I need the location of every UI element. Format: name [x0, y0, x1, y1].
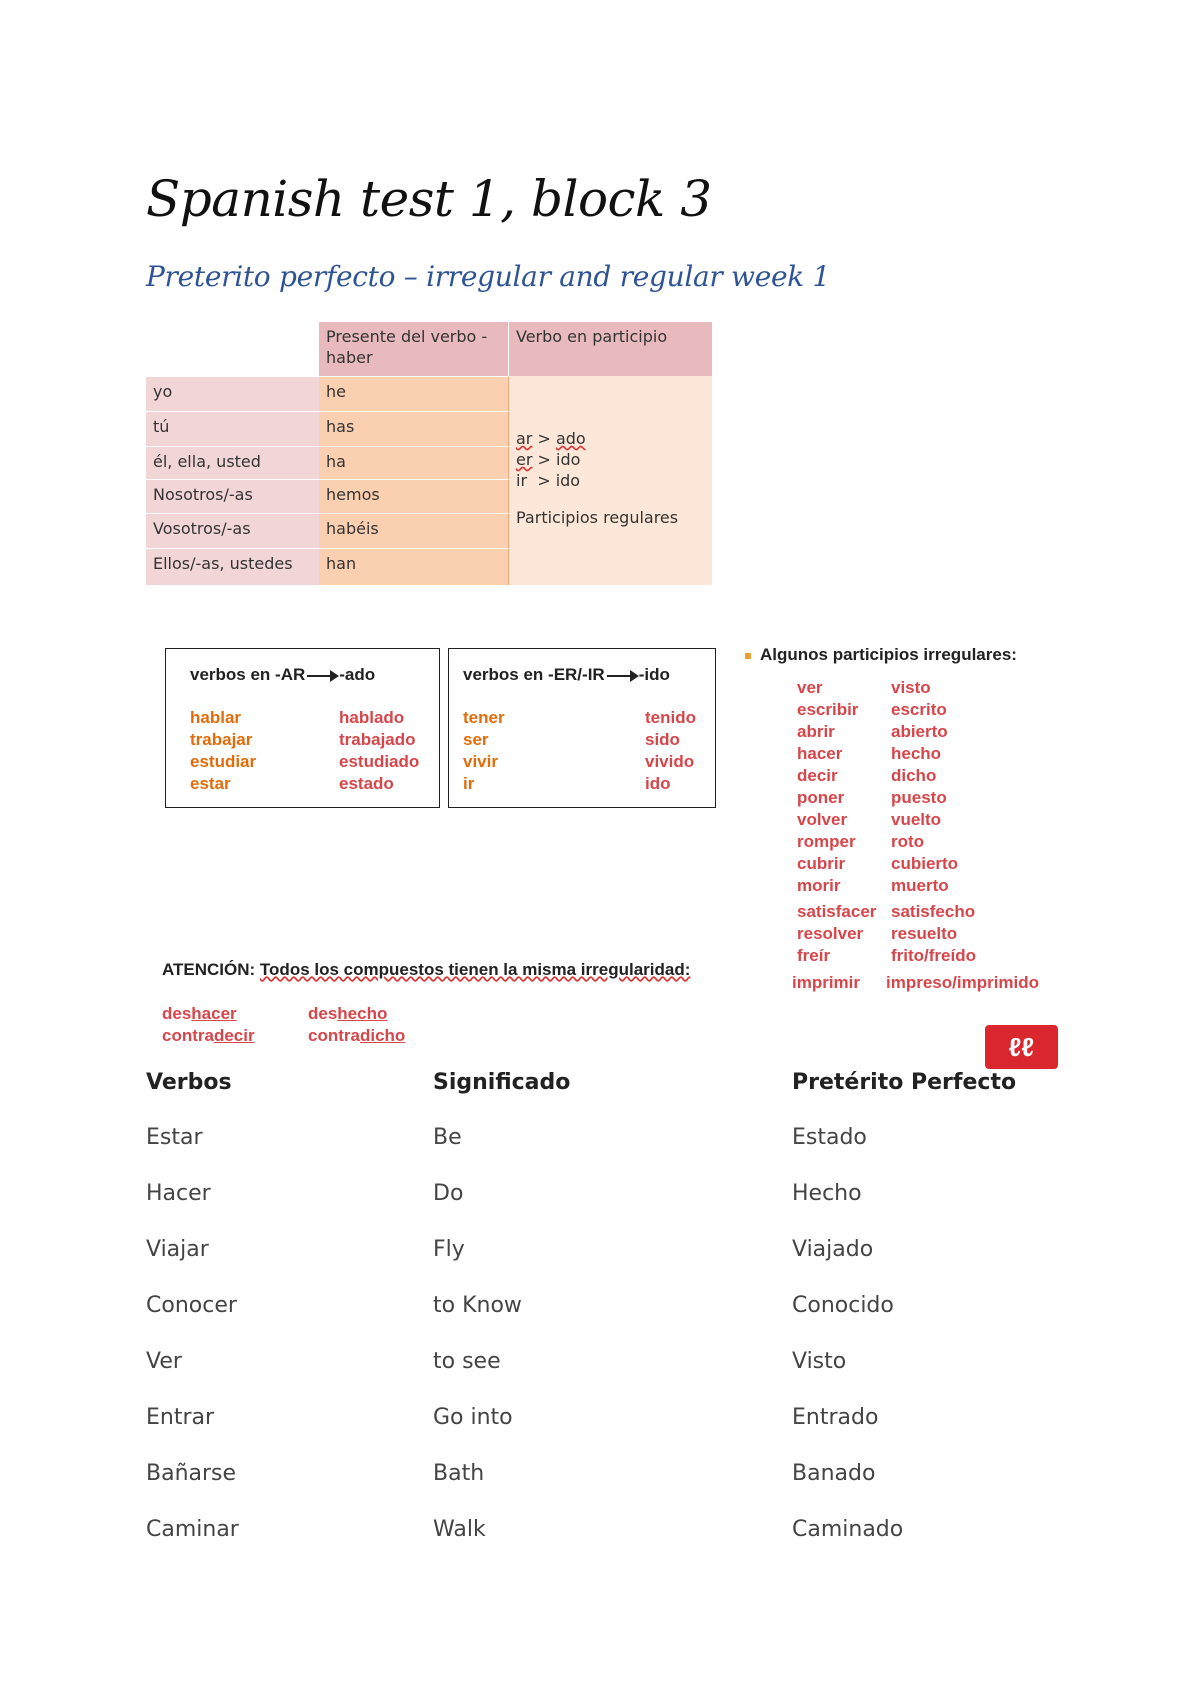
haber-form-cell: habéis [319, 513, 509, 548]
haber-form-cell: han [319, 548, 509, 585]
irregular-participle: muerto [891, 876, 949, 895]
ar-box-header: verbos en -AR -ado [190, 665, 376, 684]
table-header-participio: Verbo en participio [509, 322, 712, 376]
vocab-verb: Estar [146, 1125, 203, 1150]
vocab-verb: Conocer [146, 1293, 237, 1318]
participle-rules-cell [509, 376, 712, 585]
vocab-verb: Entrar [146, 1405, 215, 1430]
rule-ir: ir > ido [516, 471, 581, 490]
haber-conjugation-table [146, 322, 712, 585]
vocab-participle: Banado [792, 1461, 876, 1486]
vocab-participle: Hecho [792, 1181, 862, 1206]
vocab-participle: Conocido [792, 1293, 894, 1318]
rule-ar: ar > ado [516, 429, 586, 448]
vocab-meaning: to Know [433, 1293, 522, 1318]
vocab-participle: Viajado [792, 1237, 874, 1262]
er-box-header: verbos en -ER/-IR -ido [463, 665, 670, 684]
irregular-verb: poner [797, 788, 845, 807]
irregular-verb: morir [797, 876, 841, 895]
irregular-participle: hecho [891, 744, 942, 763]
vocab-meaning: Go into [433, 1405, 513, 1430]
vocab-verb: Caminar [146, 1517, 239, 1542]
er-ir-participle-box [448, 648, 716, 808]
vocab-meaning: Walk [433, 1517, 486, 1542]
pronoun-cell: Ellos/-as, ustedes [146, 548, 319, 585]
er-participles-list: tenido sido vivido ido [645, 708, 696, 793]
irregular-participle: cubierto [891, 854, 959, 873]
irregular-participle: escrito [891, 700, 947, 719]
irregular-participle: resuelto [891, 924, 958, 943]
haber-form-cell: hemos [319, 479, 509, 513]
irregular-participles-title: Algunos participios irregulares: [745, 645, 1017, 665]
pronoun-cell: Nosotros/-as [146, 479, 319, 513]
vocab-meaning: Bath [433, 1461, 485, 1486]
irregular-participle: abierto [891, 722, 948, 741]
rules-caption: Participios regulares [516, 508, 679, 527]
compound-verbs: deshacer contradecir [162, 1004, 255, 1045]
document-subtitle: Preterito perfecto – irregular and regular week 1 [146, 260, 831, 293]
irregular-participle: visto [891, 678, 931, 697]
irregular-verb: romper [797, 832, 856, 851]
ar-participles-list: hablado trabajado estudiado estado [339, 708, 420, 793]
vocab-header-verbos: Verbos [146, 1070, 232, 1095]
irregular-participle: roto [891, 832, 925, 851]
irregular-participle: impreso/imprimido [886, 973, 1040, 992]
irregular-verb: volver [797, 810, 848, 829]
vocab-participle: Visto [792, 1349, 847, 1374]
irregular-participle: puesto [891, 788, 947, 807]
irregular-participle: frito/freído [891, 946, 976, 965]
rule-er: er > ido [516, 450, 581, 469]
vocab-verb: Viajar [146, 1237, 209, 1262]
pronoun-cell: tú [146, 411, 319, 446]
arrow-icon [307, 675, 337, 677]
irregular-participle: dicho [891, 766, 937, 785]
irregular-verb: escribir [797, 700, 859, 719]
irregular-verb: cubrir [797, 854, 846, 873]
vocab-verb: Bañarse [146, 1461, 237, 1486]
irregular-participle: vuelto [891, 810, 942, 829]
er-verbs-list: tener ser vivir ir [463, 708, 505, 793]
atencion-note: ATENCIÓN: Todos los compuestos tienen la misma irregularidad: [162, 960, 691, 979]
vocab-participle: Caminado [792, 1517, 904, 1542]
irregular-verb: imprimir [792, 973, 861, 992]
irregular-verb: satisfacer [797, 902, 877, 921]
pronoun-cell: él, ella, usted [146, 446, 319, 479]
compound-participles: deshecho contradicho [308, 1004, 406, 1045]
haber-form-cell: ha [319, 446, 509, 479]
irregular-verb: ver [797, 678, 823, 697]
vocab-header-significado: Significado [433, 1070, 571, 1095]
irregular-verb: decir [797, 766, 838, 785]
table-header-haber: Presente del verbo - haber [319, 322, 509, 376]
arrow-icon [607, 675, 637, 677]
pronoun-cell: yo [146, 376, 319, 411]
ar-verbs-list: hablar trabajar estudiar estar [190, 708, 257, 793]
document-title: Spanish test 1, block 3 [146, 170, 712, 228]
irregular-verb: abrir [797, 722, 835, 741]
ar-participle-box [165, 648, 440, 808]
vocab-participle: Estado [792, 1125, 867, 1150]
vocab-meaning: to see [433, 1349, 501, 1374]
vocab-verb: Hacer [146, 1181, 211, 1206]
vocab-meaning: Do [433, 1181, 464, 1206]
irregular-participle: satisfecho [891, 902, 976, 921]
pronoun-cell: Vosotros/-as [146, 513, 319, 548]
irregular-verb: resolver [797, 924, 864, 943]
publisher-logo: ℓℓ [985, 1025, 1058, 1069]
haber-form-cell: he [319, 376, 509, 411]
vocab-meaning: Fly [433, 1237, 465, 1262]
irregular-verb: hacer [797, 744, 843, 763]
vocab-participle: Entrado [792, 1405, 879, 1430]
irregular-verb: freír [797, 946, 831, 965]
vocab-verb: Ver [146, 1349, 182, 1374]
vocab-meaning: Be [433, 1125, 462, 1150]
vocab-header-preterito: Pretérito Perfecto [792, 1070, 1017, 1095]
haber-form-cell: has [319, 411, 509, 446]
bullet-icon [745, 653, 751, 659]
